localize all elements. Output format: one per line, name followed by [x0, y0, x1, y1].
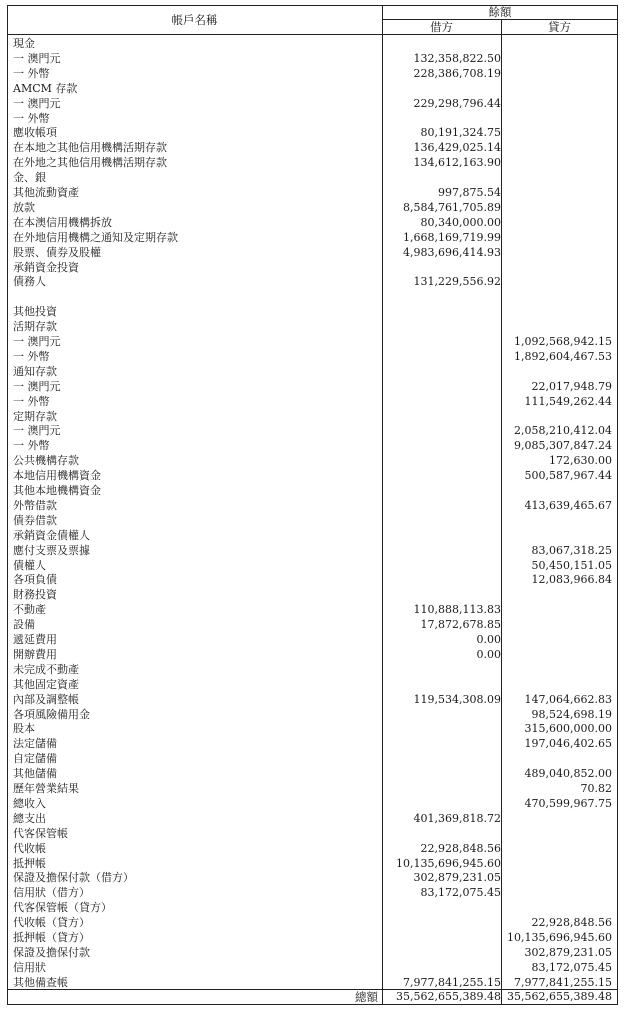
account-name: 一 外幣 [13, 349, 50, 363]
debit-amount: 0.00 [476, 633, 501, 646]
table-row [7, 126, 618, 140]
account-name: 信用狀（借方） [13, 886, 90, 900]
table-row [7, 812, 618, 826]
table-row [7, 514, 618, 528]
account-name: 定期存款 [13, 409, 57, 423]
table-row [7, 857, 618, 871]
table-row [7, 156, 618, 170]
account-name: 債權人 [13, 558, 46, 572]
account-name: 應付支票及票據 [13, 543, 90, 557]
account-name: 股票、債券及股權 [13, 245, 101, 259]
debit-amount: 131,229,556.92 [413, 275, 501, 289]
account-name: 債券借款 [13, 513, 57, 527]
account-name: 一 澳門元 [13, 379, 61, 393]
account-name: 代收帳 [13, 841, 46, 855]
credit-amount: 172,630.00 [549, 454, 612, 468]
credit-amount: 302,879,231.05 [524, 945, 612, 959]
credit-amount: 413,639,465.67 [524, 498, 612, 512]
credit-amount: 147,064,662.83 [524, 692, 612, 706]
account-name: 承銷資金債權人 [13, 528, 90, 542]
table-row [7, 663, 618, 677]
account-name: 代客保管帳 [13, 826, 68, 840]
table-row [7, 603, 618, 617]
account-name: 總支出 [13, 811, 46, 825]
table-row [7, 320, 618, 334]
account-name: 總收入 [13, 796, 46, 810]
account-name: 各項風險備用金 [13, 707, 90, 721]
table-row [7, 827, 618, 841]
header-debit: 借方 [430, 20, 453, 34]
debit-amount: 1,668,169,719.99 [403, 230, 501, 244]
credit-amount: 197,046,402.65 [524, 737, 612, 751]
table-row [7, 559, 618, 573]
credit-amount: 1,892,604,467.53 [514, 349, 612, 363]
account-name: 應收帳項 [13, 126, 57, 140]
table-row [7, 141, 618, 155]
table-row [7, 842, 618, 856]
debit-amount: 80,191,324.75 [420, 126, 501, 140]
credit-amount: 83,172,075.45 [531, 960, 612, 974]
debit-amount: 136,429,025.14 [413, 141, 501, 155]
debit-amount: 10,135,696,945.60 [396, 856, 501, 870]
credit-amount: 10,135,696,945.60 [507, 931, 612, 944]
account-name: 抵押帳（貸方） [13, 931, 90, 944]
table-row [7, 797, 618, 811]
table-row [7, 767, 618, 781]
table-row [7, 410, 618, 424]
account-name: 設備 [13, 618, 35, 632]
debit-amount: 8,584,761,705.89 [403, 200, 501, 214]
table-row [7, 633, 618, 647]
table-row [7, 290, 618, 304]
total-credit: 35,562,655,389.48 [507, 990, 612, 1003]
table-row [7, 693, 618, 707]
credit-amount: 1,092,568,942.15 [514, 335, 612, 348]
debit-amount: 119,534,308.09 [413, 692, 501, 706]
account-name: 信用狀 [13, 960, 46, 974]
table-row [7, 469, 618, 483]
table-row [7, 588, 618, 602]
table-row [7, 931, 618, 945]
credit-amount: 500,587,967.44 [524, 469, 612, 483]
debit-amount: 83,172,075.45 [420, 886, 501, 900]
account-name: 各項負債 [13, 573, 57, 587]
table-row [7, 171, 618, 185]
account-name: 遞延費用 [13, 633, 57, 646]
table-row [7, 544, 618, 558]
debit-amount: 132,358,822.50 [413, 51, 501, 65]
table-row [7, 261, 618, 275]
account-name: 開辦費用 [13, 647, 57, 661]
total-label: 總額 [355, 990, 378, 1004]
table-row [7, 722, 618, 736]
account-name: 金、銀 [13, 171, 46, 185]
account-name: 代客保管帳（貸方） [13, 901, 112, 915]
debit-amount: 17,872,678.85 [420, 618, 501, 632]
table-row [7, 573, 618, 587]
account-name: 一 澳門元 [13, 96, 61, 110]
table-row [7, 395, 618, 409]
account-name: 通知存款 [13, 364, 57, 378]
credit-amount: 22,017,948.79 [531, 379, 612, 393]
debit-amount: 80,340,000.00 [420, 215, 501, 229]
table-row [7, 648, 618, 662]
account-name: 一 外幣 [13, 439, 50, 453]
credit-amount: 315,600,000.00 [524, 722, 612, 736]
account-name: 本地信用機構資金 [13, 469, 101, 483]
table-row [7, 216, 618, 230]
account-name: 一 澳門元 [13, 335, 61, 348]
account-name: 其他備查帳 [13, 975, 68, 989]
table-row [7, 737, 618, 751]
table-row [7, 782, 618, 796]
table-row [7, 946, 618, 960]
debit-amount: 134,612,163.90 [413, 156, 501, 170]
account-name: 保證及擔保付款（借方） [13, 871, 134, 885]
account-name: 其他投資 [13, 305, 57, 319]
header-account-name: 帳戶名稱 [171, 13, 218, 27]
account-name: 在本澳信用機構拆放 [13, 215, 112, 229]
debit-amount: 110,888,113.83 [413, 603, 501, 617]
account-name: 未完成不動產 [13, 662, 79, 676]
table-row [7, 37, 618, 51]
account-name: 其他流動資產 [13, 186, 79, 199]
table-row [7, 976, 618, 990]
table-row [7, 961, 618, 975]
account-name: 在本地之其他信用機構活期存款 [13, 141, 167, 155]
credit-amount: 98,524,698.19 [531, 707, 612, 721]
table-row [7, 871, 618, 885]
account-name: 一 澳門元 [13, 424, 61, 438]
credit-amount: 111,549,262.44 [524, 394, 612, 408]
table-border-bottom [7, 1004, 618, 1005]
table-row [7, 484, 618, 498]
account-name: 承銷資金投資 [13, 260, 79, 274]
debit-amount: 0.00 [476, 647, 501, 661]
header-balance: 餘額 [488, 5, 512, 19]
table-row [7, 186, 618, 200]
table-row [7, 365, 618, 379]
credit-amount: 83,067,318.25 [531, 543, 612, 557]
account-name: 一 外幣 [13, 66, 50, 80]
debit-amount: 229,298,796.44 [413, 96, 501, 110]
table-row [7, 916, 618, 930]
table-row [7, 901, 618, 915]
account-name: 一 外幣 [13, 394, 50, 408]
table-row [7, 886, 618, 900]
table-row [7, 708, 618, 722]
account-name: 歷年營業結果 [13, 782, 79, 795]
debit-amount: 401,369,818.72 [413, 811, 501, 825]
debit-amount: 228,386,708.19 [413, 66, 501, 80]
debit-amount: 4,983,696,414.93 [403, 245, 501, 259]
credit-amount: 489,040,852.00 [524, 767, 612, 781]
account-name: AMCM 存款 [13, 81, 78, 95]
table-row [7, 499, 618, 513]
credit-amount: 9,085,307,847.24 [514, 439, 612, 453]
debit-amount: 22,928,848.56 [420, 841, 501, 855]
header-divider-bottom [7, 34, 618, 35]
credit-amount: 2,058,210,412.04 [514, 424, 612, 438]
credit-amount: 22,928,848.56 [531, 916, 612, 930]
credit-amount: 470,599,967.75 [524, 796, 612, 810]
table-row [7, 275, 618, 289]
table-row [7, 424, 618, 438]
account-name: 不動產 [13, 603, 46, 617]
account-name: 一 澳門元 [13, 51, 61, 65]
table-row [7, 380, 618, 394]
table-row [7, 52, 618, 66]
account-name: 其他固定資產 [13, 677, 79, 691]
table-row [7, 246, 618, 260]
table-row [7, 350, 618, 364]
account-name: 代收帳（貸方） [13, 916, 90, 930]
debit-amount: 302,879,231.05 [413, 871, 501, 885]
account-name: 公共機構存款 [13, 454, 79, 468]
account-name: 債務人 [13, 275, 46, 289]
account-name: 活期存款 [13, 320, 57, 334]
account-name: 放款 [13, 200, 35, 214]
table-row [7, 335, 618, 349]
debit-amount: 7,977,841,255.15 [403, 975, 501, 989]
table-row [7, 439, 618, 453]
credit-amount: 7,977,841,255.15 [514, 975, 612, 989]
table-row [7, 231, 618, 245]
table-row [7, 752, 618, 766]
account-name: 自定儲備 [13, 752, 57, 766]
account-name: 在外地之其他信用機構活期存款 [13, 156, 167, 170]
credit-amount: 50,450,151.05 [531, 558, 612, 572]
credit-amount: 12,083,966.84 [531, 573, 612, 587]
account-name: 一 外幣 [13, 111, 50, 125]
account-name: 在外地信用機構之通知及定期存款 [13, 230, 178, 244]
header-credit: 貸方 [548, 20, 571, 34]
account-name: 保證及擔保付款 [13, 945, 90, 959]
table-row [7, 454, 618, 468]
account-name: 法定儲備 [13, 737, 57, 751]
table-row [7, 529, 618, 543]
table-row [7, 97, 618, 111]
table-row [7, 67, 618, 81]
account-name: 股本 [13, 722, 35, 736]
account-name: 現金 [13, 37, 35, 50]
account-name: 內部及調整帳 [13, 692, 79, 706]
credit-amount: 70.82 [580, 782, 612, 795]
account-name: 其他儲備 [13, 767, 57, 781]
table-row [7, 112, 618, 126]
table-row [7, 618, 618, 632]
total-row [7, 990, 618, 1004]
account-name: 其他本地機構資金 [13, 484, 101, 497]
debit-amount: 997,875.54 [438, 186, 501, 199]
total-debit: 35,562,655,389.48 [396, 990, 501, 1003]
table-row [7, 678, 618, 692]
table-row [7, 305, 618, 319]
account-name: 抵押帳 [13, 856, 46, 870]
account-name: 外幣借款 [13, 498, 57, 512]
trial-balance-table [7, 5, 618, 1005]
table-row [7, 201, 618, 215]
account-name: 財務投資 [13, 588, 57, 602]
table-row [7, 82, 618, 96]
